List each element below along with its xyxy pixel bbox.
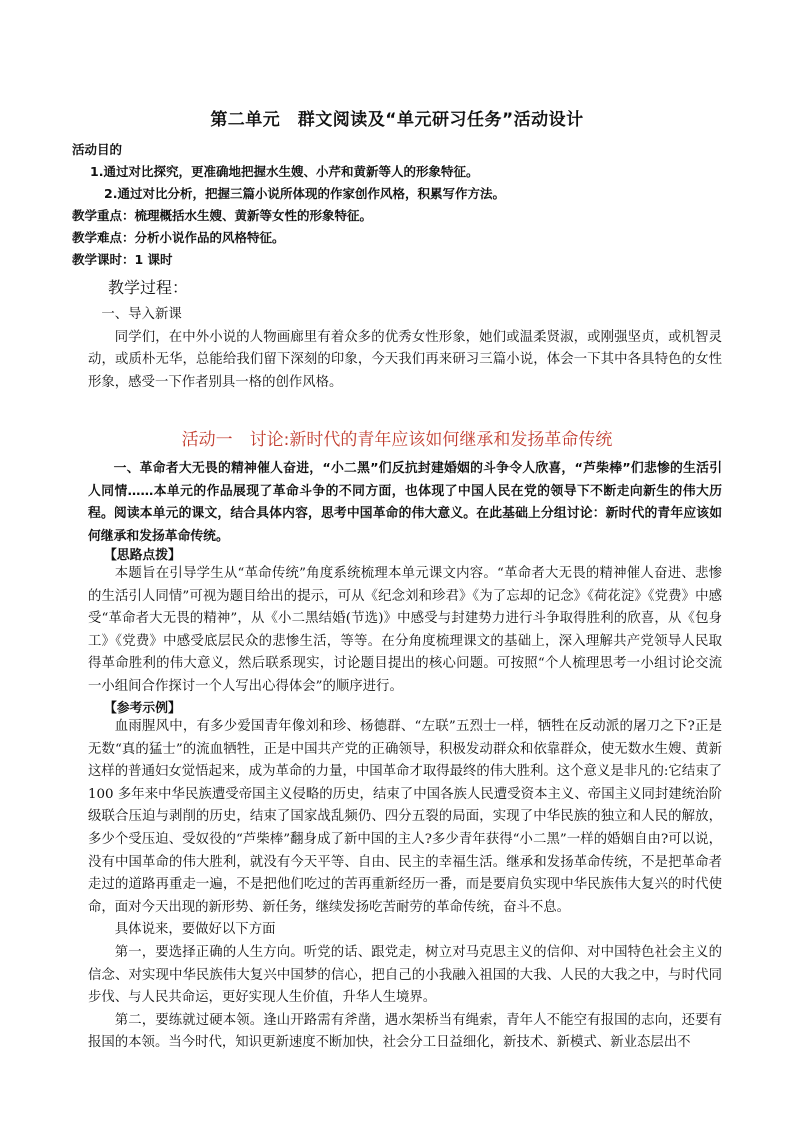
example-label: 【参考示例】 <box>104 701 181 716</box>
question-text: 一、革命者大无畏的精神催人奋进，“小二黑”们反抗封建婚姻的斗争令人欣喜，“芦柴棒”们悲惨的生活引人同情……本单元的作品展现了革命斗争的不同方面，也体现了中国人民在党的领导下不断走向新生的伟大历程。阅读本单元的课文，结合具体内容，思考中国革命的伟大意义。在此基础上分组讨论：新时代的青年应该如何继承和发扬革命传统。 <box>88 461 722 544</box>
hint-section <box>88 563 722 699</box>
teaching-hours: 教学课时：1 课时 <box>72 252 173 267</box>
hint-paragraph: 本题旨在引导学生从“革命传统”角度系统梳理本单元课文内容。“革命者大无畏的精神催人奋进、悲惨的生活引人同情”可视为题目给出的提示，可从《纪念刘和珍君》《为了忘却的记念》《荷花淀》《党费》中感受“革命者大无畏的精神”，从《小二黑结婚(节选)》中感受与封建势力进行斗争取得胜利的欣喜，从《包身工》《党费》中感受底层民众的悲惨生活，等等。在分角度梳理课文的基础上，深入理解共产党领导人民取得革命胜利的伟大意义，然后联系现实，讨论题目提出的核心问题。可按照“个人梳理思考一小组讨论交流一小组间合作探讨一个人写出心得体会”的顺序进行。 <box>88 566 722 694</box>
objective-2: 2.通过对比分析，把握三篇小说所体现的作家创作风格，积累写作方法。 <box>104 186 505 201</box>
second-point: 第二，要练就过硬本领。逢山开路需有斧凿，遇水架桥当有绳索，青年人不能空有报国的志向，还要有报国的本领。当今时代，知识更新速度不断加快，社会分工日益细化，新技术、新模式、新业态层出不 <box>88 1012 722 1051</box>
example-paragraph: 血雨腥风中，有多少爱国青年像刘和珍、杨德群、“左联”五烈士一样，牺牲在反动派的屠刀之下?正是无数“真的猛士”的流血牺牲，正是中国共产党的正确领导，积极发动群众和依靠群众，使无数水生嫂、黄新这样的普通妇女觉悟起来，成为革命的力量，中国革命才取得最终的伟大胜利。这个意义是非凡的:它结束了 100 多年来中华民族遭受帝国主义侵略的历史，结束了中国各族人民遭受资本主义、帝国主义同封建统治阶级联合压迫与剥削的历史，结束了国家战乱频仍、四分五裂的局面，实现了中华民族的独立和人民的解放，多少个受压迫、受奴役的“芦柴棒”翻身成了新中国的主人?多少青年获得“小二黑”一样的婚姻自由?可以说，没有中国革命的伟大胜利，就没有今天平等、自由、民主的幸福生活。继承和发扬革命传统，不是把革命者走过的道路再重走一遍，不是把他们吃过的苦再重新经历一番，而是要肩负实现中华民族伟大复兴的时代使命，面对今天出现的新形势、新任务，继续发扬吃苦耐劳的革命传统，奋斗不息。 <box>88 719 722 915</box>
hint-label: 【思路点拨】 <box>104 548 181 563</box>
objective-label: 活动目的 <box>72 142 123 157</box>
intro-heading: 一、导入新课 <box>101 307 182 322</box>
activity-title: 活动一 讨论:新时代的青年应该如何继承和发扬革命传统 <box>181 430 613 450</box>
objective-1: 1.通过对比探究，更准确地把握水生嫂、小芹和黄新等人的形象特征。 <box>90 164 479 179</box>
process-heading: 教学过程： <box>108 278 189 297</box>
page-title: 第二单元 群文阅读及“单元研习任务”活动设计 <box>210 110 584 130</box>
example-section <box>88 716 722 1055</box>
difficulty: 教学难点：分析小说作品的风格特征。 <box>72 230 285 245</box>
intro-section <box>88 304 722 394</box>
first-point: 第一，要选择正确的人生方向。听党的话、跟党走，树立对马克思主义的信仰、对中国特色社会主义的信念、对实现中华民族伟大复兴中国梦的信心，把自己的小我融入祖国的大我、人民的大我之中，与时代同步伐、与人民共命运，更好实现人生价值，升华人生境界。 <box>88 944 722 1006</box>
intro-paragraph: 同学们，在中外小说的人物画廊里有着众多的优秀女性形象，她们或温柔贤淑，或刚强坚贞，或机智灵动，或质朴无华，总能给我们留下深刻的印象，今天我们再来研习三篇小说，体会一下其中各具特色的女性形象，感受一下作者别具一格的创作风格。 <box>88 329 722 390</box>
question-paragraph <box>88 458 722 548</box>
specifics-line: 具体说来，要做好以下方面 <box>114 922 276 938</box>
key-point: 教学重点：梳理概括水生嫂、黄新等女性的形象特征。 <box>72 208 373 223</box>
